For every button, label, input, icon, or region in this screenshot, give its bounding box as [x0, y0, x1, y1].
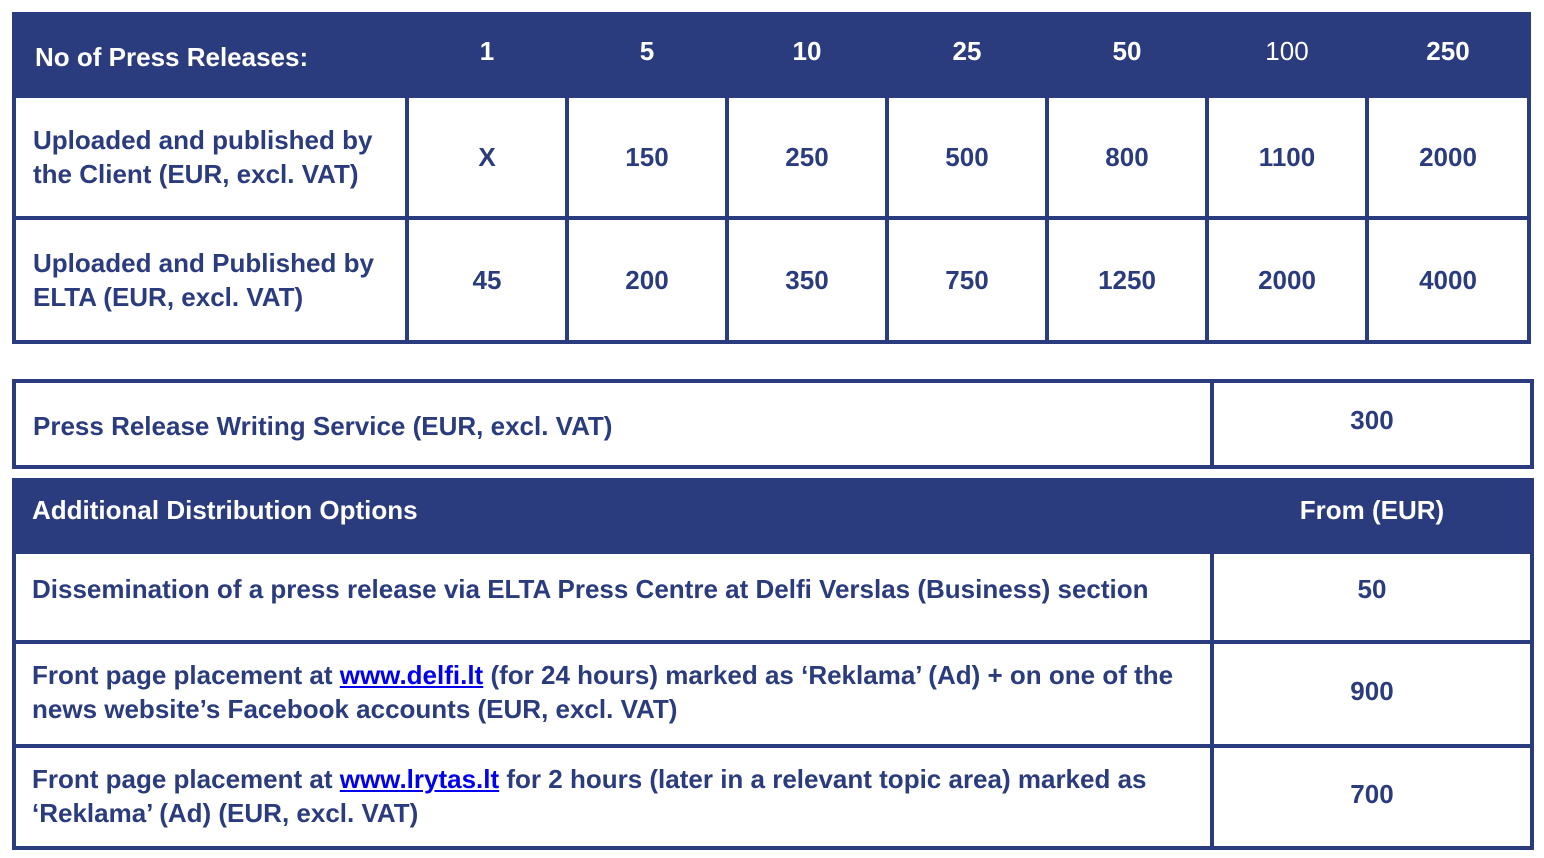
quantity-header: 50: [1047, 14, 1207, 96]
writing-service-row: [14, 381, 1532, 467]
price-cell: X: [407, 96, 567, 218]
writing-service-label: Press Release Writing Service (EUR, excl. VAT): [14, 381, 1212, 467]
distribution-header-label: Additional Distribution Options: [14, 480, 1212, 552]
quantity-header: 250: [1367, 14, 1529, 96]
distribution-row: [14, 642, 1532, 746]
row-label: Uploaded and Published by ELTA (EUR, excl. VAT): [14, 218, 407, 342]
distribution-header-price: From (EUR): [1212, 480, 1532, 552]
distribution-option: Dissemination of a press release via ELTA Press Centre at Delfi Verslas (Business) section: [14, 552, 1212, 642]
price-cell: 250: [727, 96, 887, 218]
option-text: (for 24 hours) marked as ‘Reklama’ (Ad) + on one of the news website’s Facebook accounts (EUR, excl. VAT): [32, 660, 1174, 724]
lrytas-link[interactable]: www.lrytas.lt: [339, 764, 500, 794]
distribution-row: [14, 552, 1532, 642]
quantity-header: 10: [727, 14, 887, 96]
option-text: for 2 hours (later in a relevant topic area) marked as ‘Reklama’ (Ad) (EUR, excl. VAT): [32, 764, 1147, 828]
price-cell: 45: [407, 218, 567, 342]
price-cell: 1250: [1047, 218, 1207, 342]
price-cell: 800: [1047, 96, 1207, 218]
pricing-table: [12, 12, 1531, 344]
distribution-price: 700: [1212, 746, 1532, 848]
quantity-header: 25: [887, 14, 1047, 96]
price-cell: 200: [567, 218, 727, 342]
row-label: Uploaded and published by the Client (EUR, excl. VAT): [14, 96, 407, 218]
price-cell: 1100: [1207, 96, 1367, 218]
distribution-row: [14, 746, 1532, 848]
writing-service-price: 300: [1212, 381, 1532, 467]
price-cell: 350: [727, 218, 887, 342]
distribution-header-row: [14, 480, 1532, 552]
distribution-option: [14, 746, 1212, 848]
distribution-price: 900: [1212, 642, 1532, 746]
delfi-link[interactable]: www.delfi.lt: [339, 660, 484, 690]
pricing-header-row: [14, 14, 1529, 96]
pricing-row-elta: [14, 218, 1529, 342]
writing-service-table: [12, 379, 1534, 469]
price-cell: 150: [567, 96, 727, 218]
option-text: Front page placement at: [32, 660, 340, 690]
price-cell: 2000: [1207, 218, 1367, 342]
price-cell: 4000: [1367, 218, 1529, 342]
distribution-price: 50: [1212, 552, 1532, 642]
quantity-header: 100: [1207, 14, 1367, 96]
pricing-row-client: [14, 96, 1529, 218]
distribution-table: [12, 478, 1534, 850]
distribution-option: [14, 642, 1212, 746]
pricing-header-label: No of Press Releases:: [14, 14, 407, 96]
price-cell: 750: [887, 218, 1047, 342]
quantity-header: 5: [567, 14, 727, 96]
quantity-header: 1: [407, 14, 567, 96]
option-text: Front page placement at: [32, 764, 340, 794]
price-cell: 500: [887, 96, 1047, 218]
price-cell: 2000: [1367, 96, 1529, 218]
